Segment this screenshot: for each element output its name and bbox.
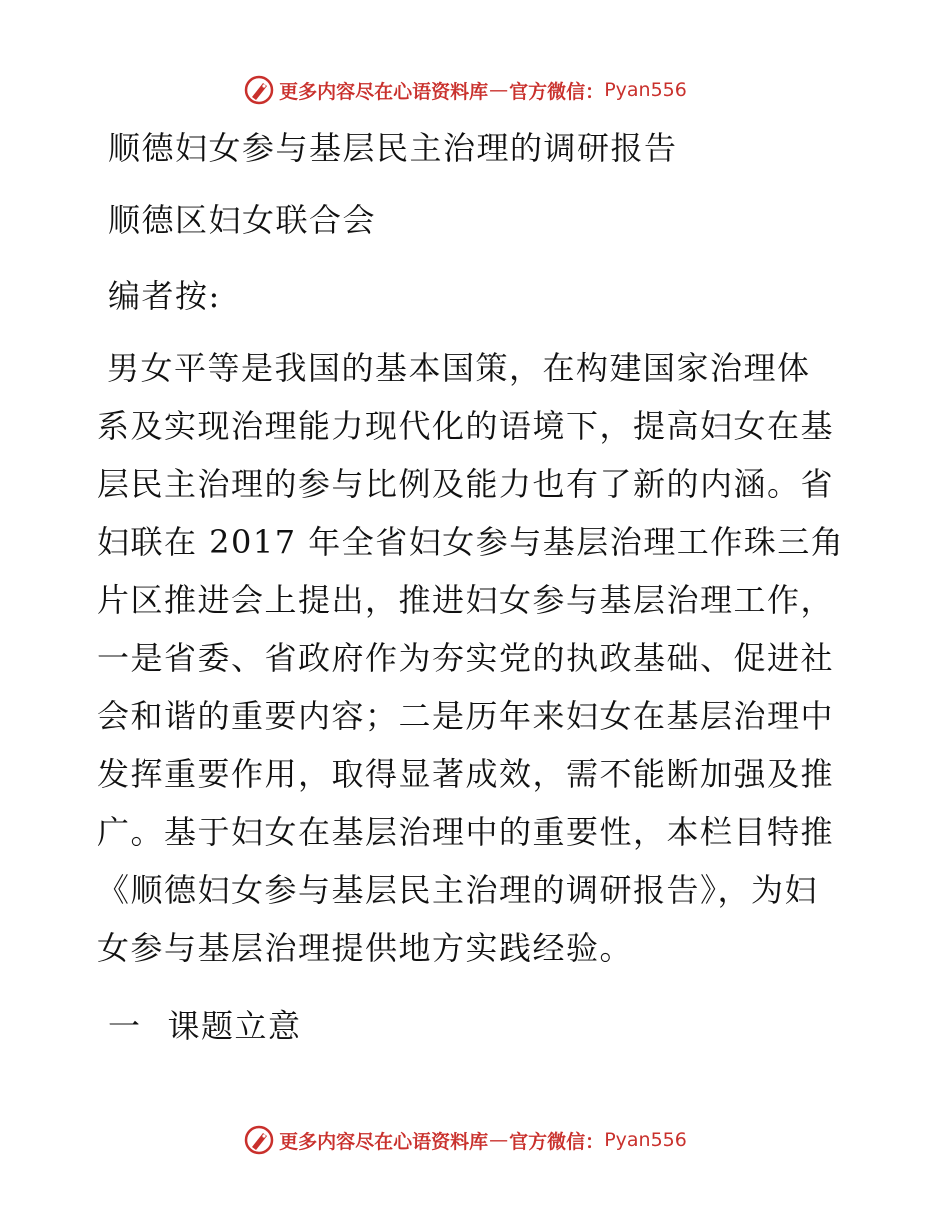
watermark-dash: —: [489, 1129, 509, 1151]
paragraph-line: 一是省委、省政府作为夯实党的执政基础、促进社: [97, 639, 835, 677]
footer-watermark: [0, 1120, 950, 1160]
pen-nib-logo-icon: [243, 74, 275, 106]
paragraph-line: 系及实现治理能力现代化的语境下，提高妇女在基: [97, 407, 835, 445]
watermark-main-text: 更多内容尽在心语资料库: [279, 80, 489, 103]
paragraph-line: 妇联在 2017 年全省妇女参与基层治理工作珠三角: [97, 523, 845, 561]
pen-nib-logo-icon: [243, 1124, 275, 1156]
document-title: 顺德妇女参与基层民主治理的调研报告: [108, 129, 678, 167]
document-organization: 顺德区妇女联合会: [108, 201, 377, 239]
watermark-handle: Pyan556: [604, 79, 687, 101]
section-number: 一: [108, 1007, 142, 1045]
paragraph-line: 男女平等是我国的基本国策，在构建国家治理体: [107, 349, 811, 387]
paragraph-line: 层民主治理的参与比例及能力也有了新的内涵。省: [97, 465, 835, 503]
section-heading: [108, 1006, 302, 1046]
paragraph-line: 《顺德妇女参与基层民主治理的调研报告》，为妇: [97, 871, 819, 909]
header-watermark: [0, 70, 950, 110]
paragraph-line: 会和谐的重要内容；二是历年来妇女在基层治理中: [97, 697, 835, 735]
watermark-handle: Pyan556: [604, 1129, 687, 1151]
watermark-official-label: 官方微信：: [509, 1130, 605, 1153]
paragraph-line: 发挥重要作用，取得显著成效，需不能断加强及推: [97, 755, 835, 793]
watermark-dash: —: [489, 79, 509, 101]
watermark-main-text: 更多内容尽在心语资料库: [279, 1130, 489, 1153]
editor-note-label: 编者按:: [108, 277, 221, 315]
paragraph-line: 广。基于妇女在基层治理中的重要性，本栏目特推: [97, 813, 835, 851]
paragraph-line: 女参与基层治理提供地方实践经验。: [97, 929, 634, 967]
editor-note-paragraph: [97, 348, 857, 986]
paragraph-line: 片区推进会上提出，推进妇女参与基层治理工作，: [97, 581, 835, 619]
watermark-official-label: 官方微信：: [509, 80, 605, 103]
section-title: 课题立意: [167, 1007, 302, 1045]
